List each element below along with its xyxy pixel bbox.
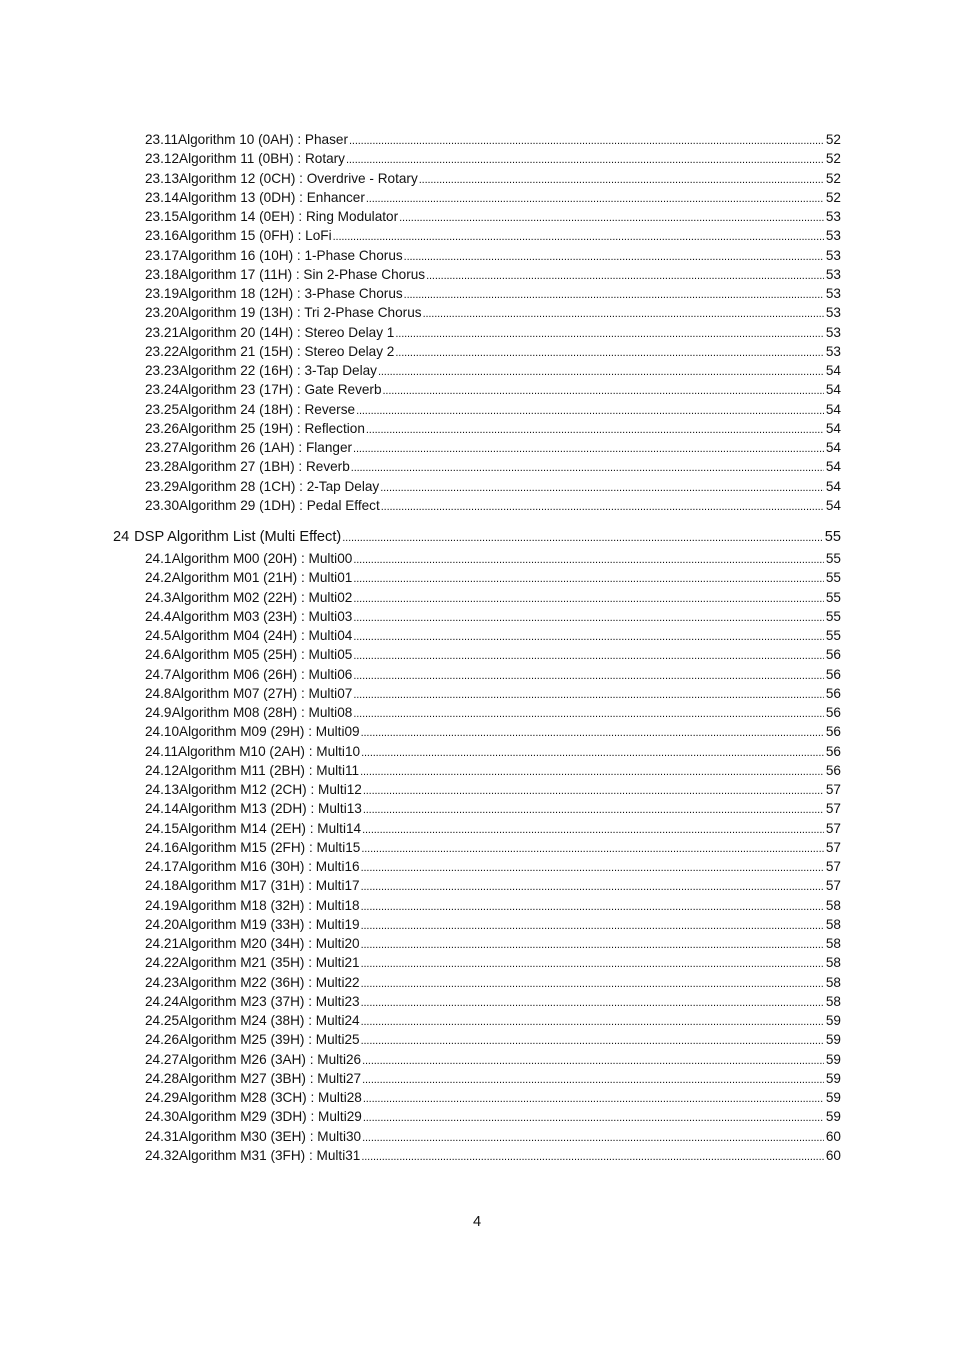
dot-leader <box>353 438 824 459</box>
toc-entry-number: 24.23 <box>145 974 180 990</box>
toc-entry[interactable] <box>145 819 841 838</box>
toc-entry-page: 53 <box>825 286 841 301</box>
toc-entry-title: Algorithm M10 (2AH) : Multi10 <box>178 743 361 759</box>
toc-entry[interactable] <box>145 169 841 188</box>
toc-entry-title: Algorithm M02 (22H) : Multi02 <box>171 589 353 605</box>
toc-entry-number: 23.30 <box>145 497 180 513</box>
toc-entry[interactable] <box>145 188 841 207</box>
toc-entry-page: 53 <box>825 343 841 359</box>
toc-entry-page: 54 <box>825 401 841 417</box>
dot-leader <box>395 323 824 344</box>
toc-entry-page: 56 <box>825 724 841 740</box>
toc-entry[interactable] <box>145 838 841 857</box>
toc-entry[interactable] <box>145 626 841 645</box>
dot-leader <box>366 188 824 209</box>
toc-entry-title: Algorithm 29 (1DH) : Pedal Effect <box>179 497 380 513</box>
toc-entry-page: 55 <box>825 589 841 605</box>
dot-leader <box>366 419 824 440</box>
toc-entry-number: 23.19 <box>145 286 180 301</box>
toc-entry-title: Algorithm M21 (35H) : Multi21 <box>179 955 360 971</box>
toc-entry[interactable] <box>145 1107 841 1126</box>
toc-entry-page: 53 <box>825 305 841 321</box>
toc-entry-number: 23.26 <box>145 420 180 436</box>
toc-entry-title: Algorithm M20 (34H) : Multi20 <box>179 936 360 951</box>
dot-leader <box>353 588 824 609</box>
toc-entry-page: 53 <box>825 266 841 282</box>
dot-leader <box>423 303 824 324</box>
toc-entry-page: 58 <box>825 955 841 971</box>
toc-entry[interactable] <box>145 588 841 607</box>
toc-entry[interactable] <box>145 477 841 496</box>
dot-leader <box>342 528 823 548</box>
toc-entry[interactable] <box>145 361 841 380</box>
toc-entry-number: 24.27 <box>145 1051 180 1067</box>
toc-entry-number: 24.28 <box>145 1070 180 1086</box>
toc-entry-number: 23.23 <box>145 363 180 378</box>
toc-entry-page: 52 <box>825 132 841 147</box>
toc-entry-number: 23.21 <box>145 324 180 340</box>
toc-entry-number: 24.15 <box>145 820 180 836</box>
dot-leader <box>362 1050 824 1071</box>
toc-entry-number: 24.5 <box>145 628 172 643</box>
toc-entry-title: Algorithm 22 (16H) : 3-Tap Delay <box>179 363 377 378</box>
toc-entry-title: Algorithm 26 (1AH) : Flanger <box>179 440 353 455</box>
dot-leader <box>356 400 824 421</box>
toc-entry[interactable] <box>145 438 841 457</box>
toc-entry-title: Algorithm M03 (23H) : Multi03 <box>171 608 353 624</box>
toc-entry-page: 59 <box>825 1070 841 1086</box>
toc-entry-title: Algorithm M28 (3CH) : Multi28 <box>179 1090 362 1105</box>
toc-entry[interactable] <box>145 607 841 626</box>
toc-entry-title: Algorithm M25 (39H) : Multi25 <box>179 1032 360 1048</box>
toc-entry-page: 56 <box>825 743 841 759</box>
toc-entry-title: Algorithm 16 (10H) : 1-Phase Chorus <box>179 247 403 263</box>
dot-leader <box>361 953 824 974</box>
toc-entry[interactable] <box>145 973 841 992</box>
dot-leader <box>381 496 824 517</box>
toc-entry-title: Algorithm 10 (0AH) : Phaser <box>178 132 349 147</box>
toc-entry-number: 24.31 <box>145 1128 180 1144</box>
toc-entry-number: 23.20 <box>145 305 180 321</box>
toc-entry[interactable] <box>145 457 841 476</box>
toc-entry-number: 24.25 <box>145 1013 180 1028</box>
toc-entry[interactable] <box>145 1088 841 1107</box>
toc-entry[interactable] <box>145 915 841 934</box>
toc-entry-number: 24.4 <box>145 608 172 624</box>
toc-entry-number: 23.27 <box>145 440 180 455</box>
toc-entry-title: Algorithm 11 (0BH) : Rotary <box>179 151 345 167</box>
toc-entry-title: Algorithm 20 (14H) : Stereo Delay 1 <box>179 324 395 340</box>
toc-entry[interactable] <box>145 342 841 361</box>
toc-entry-number: 24.29 <box>145 1090 180 1105</box>
toc-entry-page: 54 <box>825 459 841 475</box>
toc-entry-title: Algorithm M27 (3BH) : Multi27 <box>179 1070 362 1086</box>
toc-entry-title: Algorithm M31 (3FH) : Multi31 <box>179 1147 361 1163</box>
dot-leader <box>361 742 824 763</box>
dot-leader <box>378 361 824 382</box>
toc-entry[interactable] <box>145 761 841 780</box>
dot-leader <box>399 207 824 228</box>
toc-entry-number: 23.17 <box>145 247 180 263</box>
toc-entry-page: 58 <box>825 897 841 913</box>
toc-entry-number: 24.3 <box>145 589 172 605</box>
toc-entry-page: 54 <box>825 420 841 436</box>
toc-entry-title: Algorithm 27 (1BH) : Reverb <box>179 459 350 475</box>
toc-entry-page: 55 <box>825 628 841 643</box>
toc-entry-page: 56 <box>825 685 841 701</box>
toc-entry-page: 55 <box>824 529 841 545</box>
toc-entry-page: 55 <box>825 608 841 624</box>
dot-leader <box>395 342 824 363</box>
toc-entry-number: 24.21 <box>145 936 180 951</box>
page-number: 4 <box>472 1214 482 1230</box>
toc-entry-title: Algorithm 21 (15H) : Stereo Delay 2 <box>179 343 395 359</box>
toc-entry-title: Algorithm M24 (38H) : Multi24 <box>179 1013 360 1028</box>
dot-leader <box>363 1107 824 1128</box>
toc-entry-title: Algorithm M15 (2FH) : Multi15 <box>179 839 361 855</box>
dot-leader <box>426 265 824 286</box>
toc-entry-number: 24.1 <box>145 551 172 566</box>
toc-entry-page: 59 <box>825 1109 841 1125</box>
dot-leader <box>361 915 824 936</box>
toc-entry-page: 55 <box>825 570 841 586</box>
dot-leader <box>362 1069 824 1090</box>
dot-leader <box>353 703 824 724</box>
toc-entry[interactable] <box>145 400 841 419</box>
toc-entry-title: Algorithm M11 (2BH) : Multi11 <box>179 762 360 778</box>
toc-entry-number: 24.18 <box>145 878 180 894</box>
toc-entry-title: Algorithm 25 (19H) : Reflection <box>179 420 365 436</box>
dot-leader <box>353 568 824 589</box>
toc-entry-title: Algorithm M05 (25H) : Multi05 <box>171 647 353 663</box>
toc-entry-number: 24.14 <box>145 801 180 817</box>
toc-entry-title: Algorithm M29 (3DH) : Multi29 <box>179 1109 362 1125</box>
toc-entry[interactable] <box>145 799 841 818</box>
toc-entry[interactable] <box>145 896 841 915</box>
dot-leader <box>361 896 824 917</box>
toc-entry[interactable] <box>145 780 841 799</box>
dot-leader <box>361 934 824 955</box>
toc-entry-page: 57 <box>825 839 841 855</box>
toc-entry-page: 56 <box>825 762 841 778</box>
toc-entry[interactable] <box>145 207 841 226</box>
toc-entry-number: 24.30 <box>145 1109 180 1125</box>
dot-leader <box>383 380 824 401</box>
toc-entry-number: 24.17 <box>145 859 180 874</box>
toc-entry-title: Algorithm 17 (11H) : Sin 2-Phase Chorus <box>179 266 426 282</box>
dot-leader <box>362 1127 824 1148</box>
toc-entry-title: Algorithm 23 (17H) : Gate Reverb <box>179 382 382 398</box>
toc-entry-number: 24.13 <box>145 782 180 797</box>
toc-entry-page: 57 <box>825 878 841 894</box>
dot-leader <box>361 838 824 859</box>
toc-entry-title: Algorithm M14 (2EH) : Multi14 <box>179 820 362 836</box>
toc-entry[interactable] <box>145 876 841 895</box>
toc-entry-title: Algorithm 28 (1CH) : 2-Tap Delay <box>179 478 380 494</box>
dot-leader <box>353 645 824 666</box>
toc-entry-number: 23.11 <box>145 132 179 147</box>
toc-entry-title: Algorithm M08 (28H) : Multi08 <box>171 705 353 720</box>
toc-entry[interactable] <box>145 226 841 245</box>
toc-entry-page: 59 <box>825 1090 841 1105</box>
dot-leader <box>333 226 824 247</box>
toc-entry-page: 55 <box>825 551 841 566</box>
toc-entry-number: 24.7 <box>145 666 172 682</box>
toc-entry[interactable] <box>145 246 841 265</box>
dot-leader <box>404 284 824 305</box>
dot-leader <box>360 761 824 782</box>
dot-leader <box>353 626 824 647</box>
toc-entry-page: 54 <box>825 440 841 455</box>
toc-entry-title: Algorithm 18 (12H) : 3-Phase Chorus <box>179 286 403 301</box>
toc-entry[interactable] <box>145 549 841 568</box>
toc-entry[interactable] <box>145 149 841 168</box>
toc-entry-number: 24.20 <box>145 916 180 932</box>
toc-entry-number: 24.6 <box>145 647 172 663</box>
toc-entry-title: Algorithm 14 (0EH) : Ring Modulator <box>179 209 399 224</box>
toc-entry[interactable] <box>145 722 841 741</box>
dot-leader <box>361 973 824 994</box>
toc-entry-page: 54 <box>825 497 841 513</box>
toc-entry-page: 58 <box>825 974 841 990</box>
toc-entry-number: 23.15 <box>145 209 180 224</box>
toc-entry-title: Algorithm M00 (20H) : Multi00 <box>171 551 353 566</box>
toc-entry[interactable] <box>145 1050 841 1069</box>
toc-entry[interactable] <box>145 992 841 1011</box>
toc-entry[interactable] <box>145 568 841 587</box>
toc-entry-number: 23.28 <box>145 459 180 475</box>
toc-entry-number: 24 <box>113 529 130 545</box>
toc-entry-number: 23.18 <box>145 266 180 282</box>
dot-leader <box>353 549 824 570</box>
dot-leader <box>346 149 824 170</box>
toc-entry[interactable] <box>145 1069 841 1088</box>
dot-leader <box>353 665 824 686</box>
toc-entry-page: 54 <box>825 382 841 398</box>
toc-entry-page: 58 <box>825 936 841 951</box>
toc-entry[interactable] <box>145 742 841 761</box>
toc-entry-number: 24.9 <box>145 705 172 720</box>
toc-entry-number: 24.22 <box>145 955 180 971</box>
toc-entry-title: Algorithm M09 (29H) : Multi09 <box>179 724 360 740</box>
toc-entry[interactable] <box>145 1011 841 1030</box>
toc-entry[interactable] <box>145 284 841 303</box>
toc-entry-title: Algorithm M26 (3AH) : Multi26 <box>179 1051 362 1067</box>
toc-entry-title: Algorithm M23 (37H) : Multi23 <box>179 993 360 1009</box>
toc-entry-title: Algorithm M04 (24H) : Multi04 <box>171 628 353 643</box>
toc-entry[interactable] <box>145 380 841 399</box>
toc-entry[interactable] <box>145 1127 841 1146</box>
toc-entry-title: Algorithm M17 (31H) : Multi17 <box>179 878 360 894</box>
toc-entry-page: 60 <box>825 1128 841 1144</box>
toc-entry-page: 56 <box>825 647 841 663</box>
toc-entry-number: 23.16 <box>145 228 180 244</box>
dot-leader <box>361 1030 824 1051</box>
dot-leader <box>419 169 824 190</box>
toc-entry-title: Algorithm M18 (32H) : Multi18 <box>179 897 360 913</box>
toc-entry[interactable] <box>145 1030 841 1049</box>
toc-entry-number: 23.13 <box>145 170 180 186</box>
toc-entry-title: Algorithm 15 (0FH) : LoFi <box>179 228 332 244</box>
toc-entry-number: 24.16 <box>145 839 180 855</box>
toc-entry-page: 53 <box>825 228 841 244</box>
toc-entry[interactable] <box>145 419 841 438</box>
toc-entry[interactable] <box>145 934 841 953</box>
toc-entry-title: Algorithm M07 (27H) : Multi07 <box>171 685 353 701</box>
toc-entry-number: 23.29 <box>145 478 180 494</box>
toc-entry-title: DSP Algorithm List (Multi Effect) <box>134 529 342 545</box>
toc-entry[interactable] <box>145 665 841 684</box>
dot-leader <box>361 857 824 878</box>
toc-entry[interactable] <box>145 703 841 722</box>
toc-entry[interactable] <box>145 857 841 876</box>
toc-entry-number: 23.14 <box>145 189 180 205</box>
dot-leader <box>353 607 824 628</box>
toc-entry-number: 24.2 <box>145 570 172 586</box>
toc-entry-title: Algorithm M16 (30H) : Multi16 <box>179 859 360 874</box>
toc-entry-title: Algorithm M12 (2CH) : Multi12 <box>179 782 362 797</box>
toc-entry-title: Algorithm 19 (13H) : Tri 2-Phase Chorus <box>179 305 422 321</box>
dot-leader <box>363 799 824 820</box>
dot-leader <box>349 130 824 151</box>
toc-entry[interactable] <box>145 1146 841 1165</box>
toc-entry-number: 24.8 <box>145 685 172 701</box>
toc-entry-page: 58 <box>825 916 841 932</box>
toc-entry-page: 58 <box>825 993 841 1009</box>
toc-entry-page: 57 <box>825 801 841 817</box>
toc-entry[interactable] <box>145 953 841 972</box>
dot-leader <box>404 246 824 267</box>
toc-entry-title: Algorithm M30 (3EH) : Multi30 <box>179 1128 362 1144</box>
toc-entry-title: Algorithm 12 (0CH) : Overdrive - Rotary <box>179 170 418 186</box>
dot-leader <box>361 992 824 1013</box>
toc-entry-title: Algorithm M13 (2DH) : Multi13 <box>179 801 362 817</box>
toc-entry-number: 24.32 <box>145 1147 180 1163</box>
dot-leader <box>380 477 824 498</box>
toc-entry-number: 24.10 <box>145 724 180 740</box>
toc-entry-page: 53 <box>825 209 841 224</box>
toc-entry-number: 24.19 <box>145 897 180 913</box>
toc-entry[interactable] <box>145 323 841 342</box>
toc-entry-page: 60 <box>825 1147 841 1163</box>
toc-entry-page: 54 <box>825 363 841 378</box>
toc-entry[interactable] <box>145 645 841 664</box>
toc-entry-page: 57 <box>825 782 841 797</box>
toc-entry[interactable] <box>145 496 841 515</box>
toc-entry-page: 52 <box>825 170 841 186</box>
toc-entry-page: 54 <box>825 478 841 494</box>
toc-entry-title: Algorithm M01 (21H) : Multi01 <box>171 570 353 586</box>
toc-chapter-entry[interactable] <box>113 528 841 547</box>
toc-entry-page: 53 <box>825 247 841 263</box>
toc-entry-page: 53 <box>825 324 841 340</box>
dot-leader <box>361 722 824 743</box>
toc-entry-page: 56 <box>825 666 841 682</box>
toc-entry-page: 56 <box>825 705 841 720</box>
toc-entry[interactable] <box>145 303 841 322</box>
dot-leader <box>361 876 824 897</box>
dot-leader <box>363 780 824 801</box>
toc-entry-page: 59 <box>825 1051 841 1067</box>
toc-entry-number: 23.24 <box>145 382 180 398</box>
toc-entry-page: 59 <box>825 1032 841 1048</box>
dot-leader <box>351 457 824 478</box>
toc-entry-title: Algorithm M19 (33H) : Multi19 <box>179 916 360 932</box>
toc-entry-number: 23.22 <box>145 343 180 359</box>
toc-entry-page: 57 <box>825 820 841 836</box>
dot-leader <box>361 1146 824 1167</box>
toc-entry-page: 52 <box>825 189 841 205</box>
toc-entry-title: Algorithm 24 (18H) : Reverse <box>179 401 356 417</box>
toc-entry-number: 24.12 <box>145 762 180 778</box>
toc-entry[interactable] <box>145 130 841 149</box>
toc-entry-page: 52 <box>825 151 841 167</box>
toc-entry-title: Algorithm 13 (0DH) : Enhancer <box>179 189 365 205</box>
toc-entry-title: Algorithm M06 (26H) : Multi06 <box>171 666 353 682</box>
toc-entry[interactable] <box>145 265 841 284</box>
toc-entry-number: 23.25 <box>145 401 180 417</box>
dot-leader <box>361 1011 824 1032</box>
toc-entry-number: 24.24 <box>145 993 180 1009</box>
toc-entry-page: 59 <box>825 1013 841 1028</box>
toc-entry-title: Algorithm M22 (36H) : Multi22 <box>179 974 360 990</box>
toc-entry-number: 24.11 <box>145 743 179 759</box>
dot-leader <box>353 684 824 705</box>
toc-entry-number: 24.26 <box>145 1032 180 1048</box>
toc-entry[interactable] <box>145 684 841 703</box>
dot-leader <box>363 1088 824 1109</box>
toc-entry-number: 23.12 <box>145 151 180 167</box>
dot-leader <box>362 819 824 840</box>
toc-entry-page: 57 <box>825 859 841 874</box>
